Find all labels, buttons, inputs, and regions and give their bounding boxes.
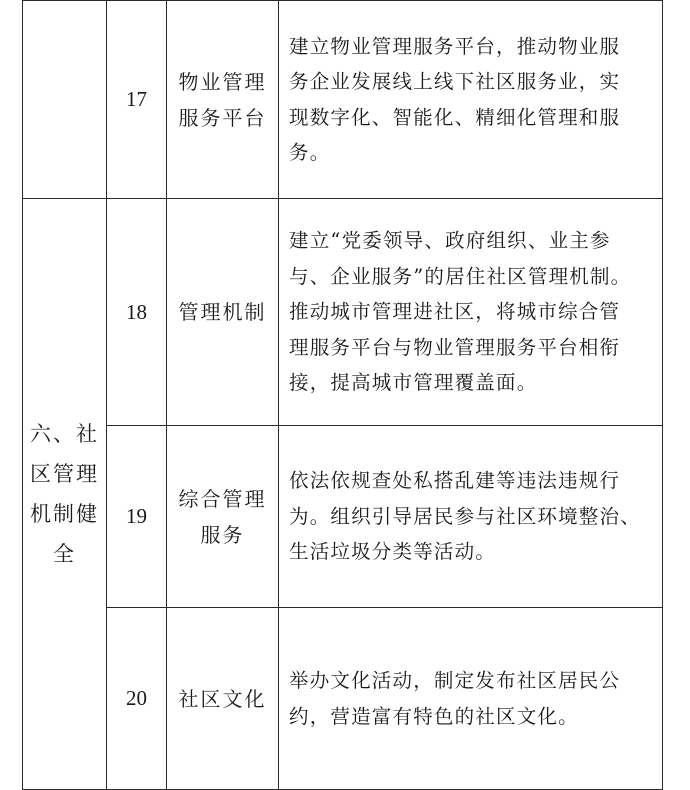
description-line: 建立物业管理服务平台，推动物业服 [289,34,621,58]
item-name [167,1,279,199]
item-description [279,199,663,426]
row-number: 18 [107,199,167,426]
row-number: 19 [107,426,167,608]
description-line: 接，提高城市管理覆盖面。 [289,371,538,395]
item-name-line: 服务平台 [178,105,267,130]
item-description [279,426,663,608]
item-name-line: 物业管理 [178,69,267,94]
table-row [23,199,663,426]
description-line: 为。组织引导居民参与社区环境整治、 [289,504,641,528]
category-cell-continued [23,1,107,199]
row-number: 20 [107,608,167,790]
table-row [23,426,663,608]
category-line: 机制健 [30,502,99,526]
description-line: 现数字化、智能化、精细化管理和服 [289,105,621,129]
row-number: 17 [107,1,167,199]
item-name [167,199,279,426]
item-name-line: 服务 [200,522,245,547]
description-line: 建立“党委领导、政府组织、业主参 [289,229,611,253]
description-line: 务。 [289,141,331,164]
description-line: 依法依规查处私搭乱建等违法违规行 [289,469,621,493]
description-line: 生活垃圾分类等活动。 [289,540,497,564]
category-line: 全 [53,542,76,566]
description-line: 理服务平台与物业管理服务平台相衔 [289,335,621,359]
category-line: 区管理 [30,462,99,486]
category-cell [23,199,107,790]
description-line: 务企业发展线上线下社区服务业，实 [289,70,621,93]
item-name-line: 综合管理 [178,486,267,511]
item-description [279,608,663,790]
description-line: 约，营造富有特色的社区文化。 [289,704,579,728]
description-line: 推动城市管理进社区，将城市综合管 [289,300,621,324]
item-description [279,1,663,199]
policy-table [22,0,663,790]
description-line: 与、企业服务”的居住社区管理机制。 [289,264,632,288]
item-name [167,426,279,608]
category-line: 六、社 [30,422,99,446]
item-name-line: 管理机制 [178,300,267,324]
item-name-line: 社区文化 [178,686,267,711]
table-row [23,608,663,790]
description-line: 举办文化活动，制定发布社区居民公 [289,669,621,692]
item-name [167,608,279,790]
table-row [23,1,663,199]
